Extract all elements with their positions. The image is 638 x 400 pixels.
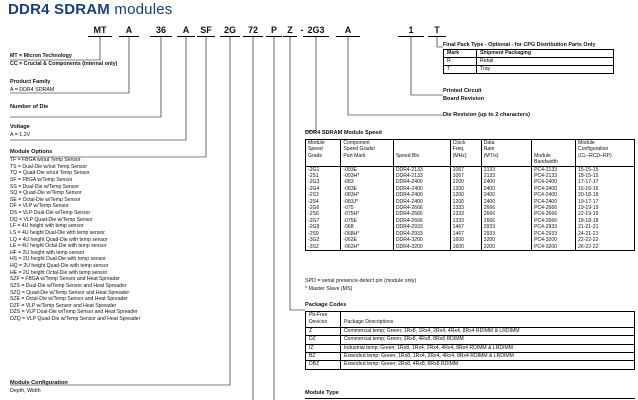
label-product-family-val: A = DDR4 SDRAM bbox=[10, 87, 55, 93]
speed-cell: 26-22-22 bbox=[578, 243, 599, 250]
speed-cell: -062H* bbox=[341, 244, 394, 251]
speed-cell: -2G1 bbox=[306, 166, 341, 173]
option-item: DQ = VLP Quad-Die w/Temp Sensor bbox=[10, 216, 93, 223]
speed-cell: PC4-2400 bbox=[532, 186, 576, 192]
speed-cell: 1200 bbox=[450, 179, 481, 185]
speed-cell: -062E bbox=[341, 237, 394, 243]
package-cell: Z bbox=[306, 327, 341, 335]
package-cell: DZ bbox=[306, 336, 341, 344]
speed-cell: -083J* bbox=[341, 199, 394, 205]
option-item: SS = Dual-Die w/Temp Sensor bbox=[10, 183, 79, 190]
label-number-of-die: Number of Die bbox=[10, 104, 49, 110]
speed-cell: -2G9 bbox=[306, 224, 341, 230]
speed-cell: 2933 bbox=[481, 224, 531, 230]
speed-cell: 1200 bbox=[450, 199, 481, 205]
module-type-rule bbox=[305, 398, 635, 399]
speed-cell: -3G2 bbox=[306, 237, 341, 243]
option-item: DZS = VLP Dual-Die w/Temp Sensor and Heat Spreader bbox=[10, 309, 138, 316]
label-module-configuration: Module Configuration bbox=[10, 380, 68, 386]
speed-cell: -075E bbox=[341, 218, 394, 224]
option-item: SZQ = Quad-Die w/Temp Sensor and Heat Spreader bbox=[10, 289, 130, 296]
speed-cell: 1067 bbox=[450, 173, 481, 179]
option-item: SZS = Dual-Die w/Temp Sensor and Heat Spreader bbox=[10, 282, 127, 289]
label-die-revision: Die Revision (up to 2 characters) bbox=[443, 112, 531, 118]
speed-cell: 3200 bbox=[481, 244, 531, 251]
speed-cell: 2400 bbox=[481, 186, 531, 192]
pn-seg-12: 1 bbox=[408, 25, 414, 35]
speed-cell: 18-15-15 bbox=[578, 173, 599, 180]
speed-cell: 1067 bbox=[450, 166, 481, 173]
final-pack-block bbox=[443, 42, 614, 74]
speed-cell: 15-15-15 bbox=[578, 166, 599, 173]
final-pack-cell: Retail bbox=[477, 58, 614, 66]
speed-cell: 1600 bbox=[450, 237, 481, 243]
speed-cell: -2S1 bbox=[306, 173, 341, 179]
speed-cell: PC4-2666 bbox=[532, 211, 576, 217]
label-module-options: Module Options bbox=[10, 149, 53, 155]
speed-cell: 19-17-17 bbox=[578, 198, 599, 205]
option-item: HQ = 2U height Quad-Die with temp sensor bbox=[10, 263, 109, 269]
table-row bbox=[444, 66, 614, 74]
speed-cell: -2G7 bbox=[306, 218, 341, 224]
option-item: HE = 2U height Octal-Die with temp sensor bbox=[10, 269, 108, 276]
option-item: SZE = Octal-Die w/Temp Sensor and Heat Spreader bbox=[10, 296, 128, 303]
pn-seg-9: - bbox=[300, 25, 304, 35]
speed-cell: PC4-2400 bbox=[532, 179, 576, 185]
speed-cell: -2S9 bbox=[306, 231, 341, 237]
option-item: TQ = Quad-Die w/out Temp Sensor bbox=[10, 170, 90, 177]
speed-cell: 1467 bbox=[450, 224, 481, 230]
speed-cell: -093E bbox=[341, 166, 394, 173]
module-options-list bbox=[10, 157, 140, 323]
speed-cell: 2400 bbox=[481, 179, 531, 185]
speed-cell: -083E bbox=[341, 186, 394, 192]
pn-seg-2: 36 bbox=[155, 25, 166, 35]
option-item: DZF = VLP w/Temp Sensor and Heat Spreader bbox=[10, 302, 117, 309]
final-pack-header: Shipment Packaging bbox=[477, 50, 614, 58]
option-item: HS = 2U height Dual-Die with temp sensor bbox=[10, 256, 106, 263]
speed-header-bin: Speed Bin bbox=[393, 140, 450, 167]
package-cell: IZ bbox=[306, 344, 341, 352]
option-item: HF = 2U height with temp sensor bbox=[10, 249, 85, 256]
final-pack-cell: Tray bbox=[477, 66, 614, 74]
speed-cell: DDR4-2133 bbox=[393, 166, 450, 173]
speed-cell: DDR4-2933 bbox=[393, 224, 450, 230]
speed-cell: -2G6 bbox=[306, 205, 341, 211]
pn-seg-6: 72 bbox=[247, 25, 258, 35]
speed-cell: 1600 bbox=[450, 244, 481, 251]
speed-cell: 2400 bbox=[481, 199, 531, 205]
table-row bbox=[306, 166, 635, 173]
speed-cell: PC4-2933 bbox=[532, 224, 576, 230]
table-row bbox=[306, 336, 635, 344]
pn-seg-3: A bbox=[182, 25, 190, 35]
spd-note: SPD = serial presence-detect pin (module only) bbox=[305, 278, 417, 284]
speed-cell: 18-18-18 bbox=[578, 217, 599, 224]
pn-seg-10: 2G3 bbox=[307, 25, 325, 35]
speed-cell: 1333 bbox=[450, 205, 481, 211]
option-item: SQ = Quad-Die w/Temp Sensor bbox=[10, 190, 82, 197]
final-pack-header: Mark bbox=[444, 50, 477, 58]
speed-cell: DDR4-2666 bbox=[393, 218, 450, 224]
speed-cell: -093H* bbox=[341, 173, 394, 179]
package-cell: BZ bbox=[306, 353, 341, 361]
speed-cell: 21-21-21 bbox=[578, 224, 599, 231]
option-item: DZQ = VLP Quad-Die w/Temp Sensor and Heat Spreader bbox=[10, 316, 141, 322]
speed-cell: 1333 bbox=[450, 218, 481, 224]
final-pack-table bbox=[443, 49, 614, 74]
speed-cell: 2133 bbox=[481, 173, 531, 179]
speed-cell: PC4-2133 bbox=[532, 166, 576, 173]
label-cc: CC = Crucial & Components (internal only) bbox=[10, 61, 118, 67]
pn-seg-1: A bbox=[125, 25, 133, 35]
speed-table-title: DDR4 SDRAM Module Speed bbox=[305, 130, 382, 136]
speed-cell: DDR4-2666 bbox=[393, 205, 450, 211]
speed-cell: PC4-2933 bbox=[532, 231, 576, 237]
speed-cell: DDR4-2933 bbox=[393, 231, 450, 237]
speed-table bbox=[305, 139, 635, 251]
speed-cell: 16-16-16 bbox=[578, 185, 599, 192]
pn-seg-7: P bbox=[270, 25, 277, 35]
speed-cell: DDR4-2400 bbox=[393, 192, 450, 198]
speed-cell: 2400 bbox=[481, 192, 531, 198]
pn-seg-4: SF bbox=[200, 25, 212, 35]
speed-cell: DDR4-3200 bbox=[393, 244, 450, 251]
pn-seg-8: Z bbox=[287, 25, 293, 35]
label-board-revision: Board Revision bbox=[443, 96, 485, 102]
final-pack-title: Final Pack Type - Optional - for CPG Distribution Parts Only bbox=[443, 42, 596, 48]
option-item: TF = FBGA w/out Temp Sensor bbox=[10, 157, 81, 163]
speed-cell: 22-19-19 bbox=[578, 211, 599, 218]
speed-cell: 17-17-17 bbox=[578, 179, 599, 186]
label-product-family: Product Family bbox=[10, 79, 51, 85]
package-cell: Extended temp; Green; 1Rx8, 1Rx4, 2Rx4, 4Rx4, 8Rx4 RDIMM & LRDIMM bbox=[341, 353, 635, 361]
label-voltage: Voltage bbox=[10, 124, 30, 130]
package-table bbox=[305, 311, 635, 370]
speed-cell: -2S4 bbox=[306, 199, 341, 205]
speed-cell: -2S3 bbox=[306, 192, 341, 198]
speed-cell: 2133 bbox=[481, 166, 531, 173]
speed-cell: PC4-2400 bbox=[532, 192, 576, 198]
speed-cell: 22-22-22 bbox=[578, 237, 599, 244]
package-header-devices: Pb-Free Devices bbox=[306, 312, 341, 328]
table-row bbox=[306, 327, 635, 335]
speed-header-config: Module Configuration (CL–RCD–RP) bbox=[576, 140, 635, 167]
speed-cell: -068H* bbox=[341, 231, 394, 237]
speed-cell: PC4-2666 bbox=[532, 205, 576, 211]
speed-cell: -2S6 bbox=[306, 211, 341, 217]
table-row bbox=[444, 58, 614, 66]
label-printed-circuit: Printed Circuit bbox=[443, 88, 482, 94]
label-voltage-val: A = 1.2V bbox=[10, 132, 31, 138]
option-item: LS = 4U height Dual-Die with temp sensor bbox=[10, 229, 105, 236]
table-row bbox=[306, 361, 635, 369]
speed-cell: -2G4 bbox=[306, 186, 341, 192]
title-rest: modules bbox=[110, 1, 173, 18]
speed-cell: -083 bbox=[341, 179, 394, 185]
speed-cell: -3S2 bbox=[306, 244, 341, 251]
table-row bbox=[306, 344, 635, 352]
package-cell: DBZ bbox=[306, 361, 341, 369]
speed-header-partmark: Component Speed Grade/ Part Mark bbox=[341, 140, 394, 167]
speed-cell: 2666 bbox=[481, 205, 531, 211]
speed-cell: 2666 bbox=[481, 211, 531, 217]
speed-cell: DDR4-2400 bbox=[393, 179, 450, 185]
pn-seg-13: T bbox=[434, 25, 440, 35]
speed-cell: 1200 bbox=[450, 192, 481, 198]
option-item: LQ = 4U height Quad-Die with temp sensor bbox=[10, 236, 108, 243]
option-item: SZF = FBGA w/Temp Sensor and Heat Spreader bbox=[10, 276, 120, 283]
speed-cell: 20-18-18 bbox=[578, 192, 599, 199]
speed-cell: DDR4-3200 bbox=[393, 237, 450, 243]
speed-cell: -083H* bbox=[341, 192, 394, 198]
speed-cell: 2933 bbox=[481, 231, 531, 237]
package-cell: Commercial temp; Green; 2Rx8, 4Rx8, 8Rx8 RDIMM bbox=[341, 336, 635, 344]
speed-cell: DDR4-2666 bbox=[393, 211, 450, 217]
label-mt: MT = Micron Technology bbox=[10, 53, 72, 59]
speed-cell: 19-19-19 bbox=[578, 205, 599, 212]
master-note: * Master Slave (MS) bbox=[305, 286, 353, 292]
speed-cell: PC4-2400 bbox=[532, 199, 576, 205]
pn-seg-5: 2G bbox=[223, 25, 236, 35]
option-item: SE = Octal-Die w/Temp Sensor bbox=[10, 196, 81, 203]
speed-cell: -075 bbox=[341, 205, 394, 211]
speed-cell: 3200 bbox=[481, 237, 531, 243]
speed-cell: 2666 bbox=[481, 218, 531, 224]
speed-cell: DDR4-2400 bbox=[393, 199, 450, 205]
option-item: DS = VLP Dual-Die w/Temp Sensor bbox=[10, 210, 91, 216]
speed-cell: 24-21-21 bbox=[578, 230, 599, 237]
speed-header-bw: Module Bandwidth bbox=[532, 140, 576, 167]
speed-cell: 1200 bbox=[450, 186, 481, 192]
speed-cell: 1333 bbox=[450, 211, 481, 217]
speed-cell: DDR4-2400 bbox=[393, 186, 450, 192]
package-cell: Extended temp; Green; 2Rx8, 4Rx8, 8Rx8 RDIMM bbox=[341, 361, 635, 369]
pn-seg-0: MT bbox=[93, 25, 107, 35]
option-item: LE = 4U height Octal-Die with temp sensor bbox=[10, 243, 107, 250]
package-header-desc: Package Descriptions bbox=[341, 312, 635, 328]
speed-cell: PC4-3200 bbox=[532, 237, 576, 243]
package-cell: Commercial temp; Green; 1Rx8, 1Rx4, 2Rx4, 4Rx4, 8Rx4 RDIMM & LRDIMM bbox=[341, 327, 635, 335]
speed-header-freq: Clock Freq. (MHz) bbox=[450, 140, 481, 167]
speed-cell: DDR4-2133 bbox=[393, 173, 450, 179]
option-item: LF = 4U height with temp sensor bbox=[10, 223, 84, 230]
label-depth-width: Depth, Width bbox=[10, 388, 41, 394]
option-item: DF = VLP w/Temp Sensor bbox=[10, 203, 69, 210]
speed-header-grade: Module Speed Grade bbox=[306, 140, 341, 167]
package-cell: Industrial temp; Green; 1Rx8, 1Rx4, 2Rx4, 4Rx4, 8Rx4 RDIMM & LRDIMM bbox=[341, 344, 635, 352]
speed-cell: -068 bbox=[341, 224, 394, 230]
option-item: TS = Dual-Die w/out Temp Sensor bbox=[10, 163, 88, 170]
final-pack-cell: R bbox=[444, 58, 477, 66]
speed-cell: PC4-3200 bbox=[532, 244, 576, 251]
speed-cell: 1467 bbox=[450, 231, 481, 237]
title-bold: DDR4 SDRAM bbox=[8, 1, 111, 18]
speed-cell: PC4-2666 bbox=[532, 218, 576, 224]
speed-cell: -075H* bbox=[341, 211, 394, 217]
speed-cell: -2G3 bbox=[306, 179, 341, 185]
table-row bbox=[306, 353, 635, 361]
final-pack-cell: T bbox=[444, 66, 477, 74]
table-row bbox=[306, 244, 635, 251]
speed-cell: PC4-2133 bbox=[532, 173, 576, 179]
speed-header-rate: Data Rate (MT/s) bbox=[481, 140, 531, 167]
label-module-type: Module Type bbox=[305, 390, 339, 396]
option-item: SF = FBGA w/Temp Sensor bbox=[10, 176, 73, 183]
pn-seg-11: A bbox=[344, 25, 352, 35]
package-codes-title: Package Codes bbox=[305, 302, 347, 308]
